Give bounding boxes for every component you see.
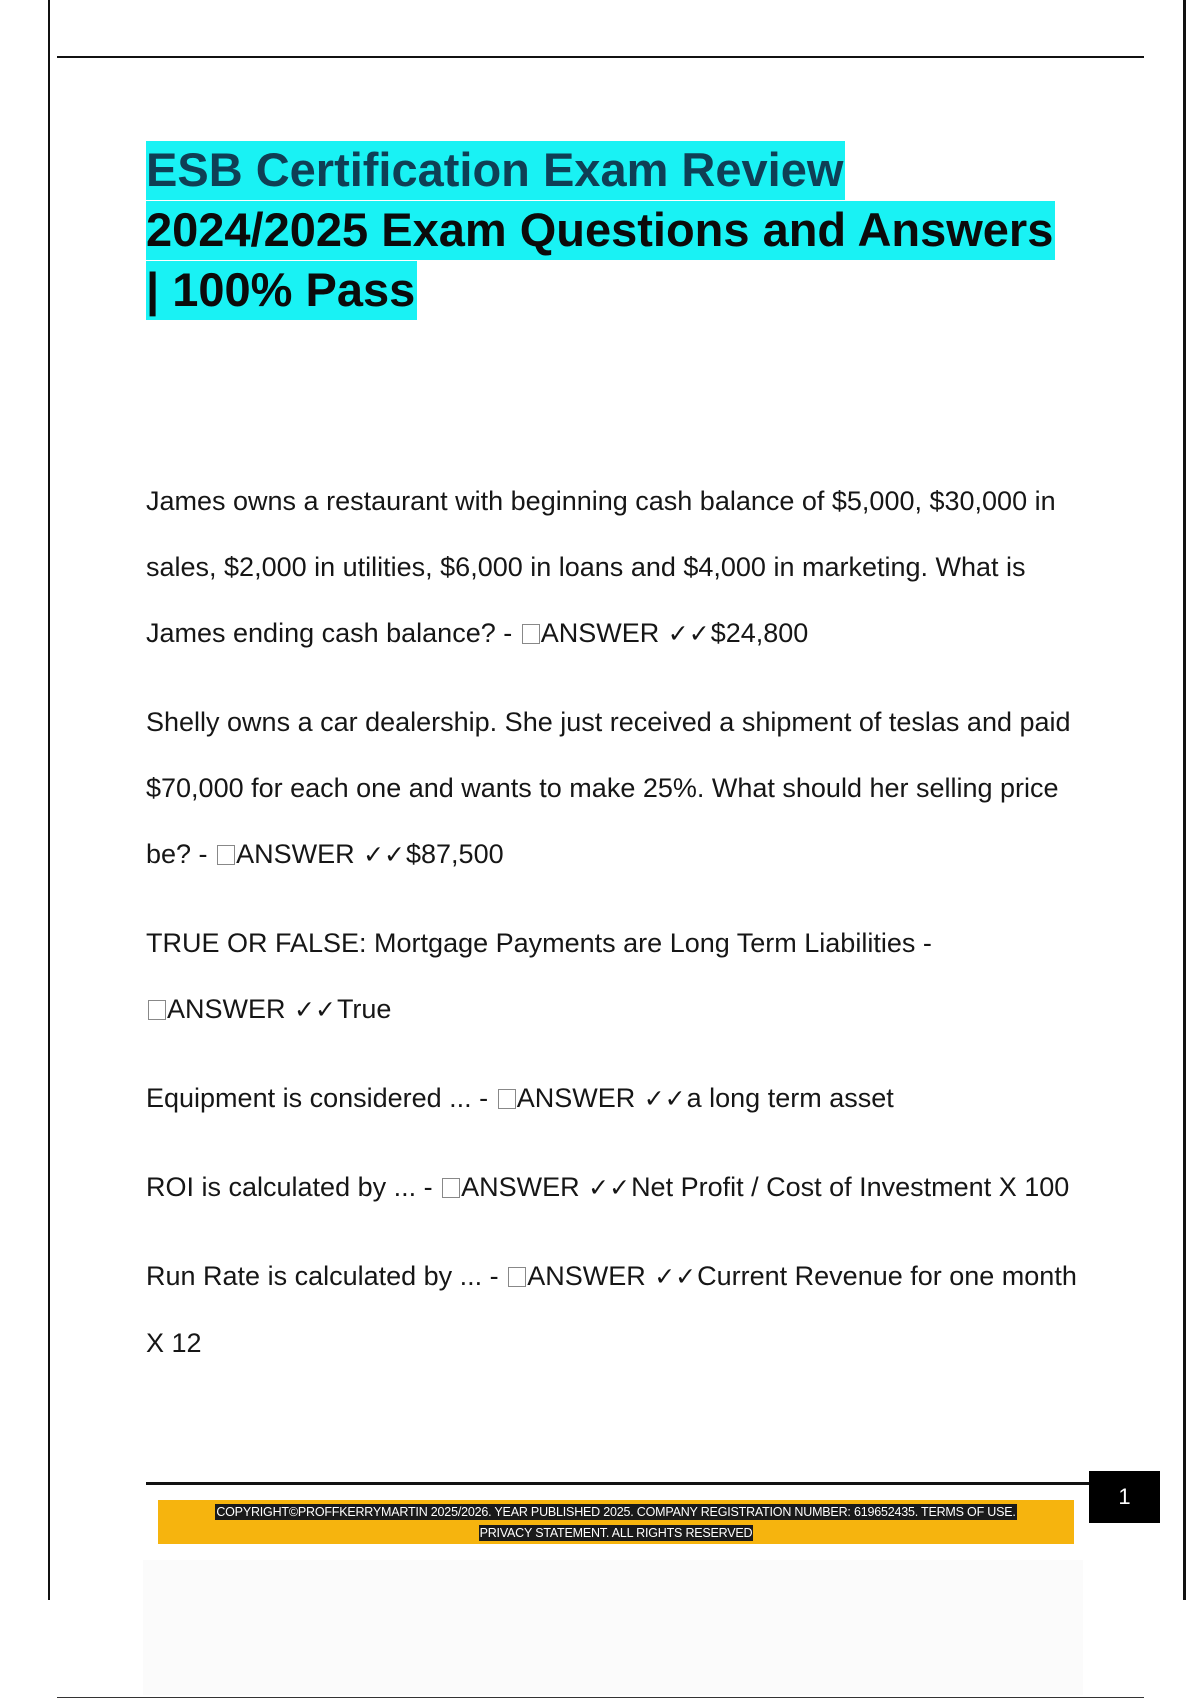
- answer-label: ANSWER: [527, 1261, 646, 1291]
- qa-item: [146, 1065, 1096, 1132]
- answer-text: $24,800: [710, 618, 809, 648]
- answer-box-icon: [498, 1089, 516, 1109]
- answer-label: ANSWER: [236, 839, 355, 869]
- copyright-line-1: COPYRIGHT©PROFFKERRYMARTIN 2025/2026. YEAR PUBLISHED 2025. COMPANY REGISTRATION NUMBER: 619652435. TERMS OF USE.: [216, 1505, 1016, 1519]
- answer-label: ANSWER: [540, 618, 660, 648]
- qa-item: [146, 468, 1096, 667]
- qa-item: [146, 689, 1096, 888]
- question-text: TRUE OR FALSE: Mortgage Payments are Long Term Liabilities -: [146, 928, 932, 958]
- question-text: Equipment is considered ... -: [146, 1083, 489, 1113]
- question-text: ROI is calculated by ... -: [146, 1172, 433, 1202]
- answer-label: ANSWER: [167, 994, 286, 1024]
- document-title: [146, 140, 1096, 320]
- answer-box-icon: [148, 1000, 166, 1020]
- question-text: Run Rate is calculated by ... -: [146, 1261, 499, 1291]
- answer-box-icon: [508, 1267, 526, 1287]
- double-check-icon: ✓✓: [294, 995, 336, 1024]
- answer-box-icon: [217, 845, 235, 865]
- answer-label: ANSWER: [461, 1172, 580, 1202]
- double-check-icon: ✓✓: [643, 1084, 686, 1113]
- answer-text: Net Profit / Cost of Investment X 100: [631, 1172, 1070, 1202]
- double-check-icon: ✓✓: [654, 1262, 697, 1291]
- answer-text: True: [336, 994, 392, 1024]
- title-line-1: ESB Certification Exam Review: [146, 141, 845, 200]
- qa-item: [146, 1243, 1096, 1376]
- qa-item: [146, 1154, 1096, 1221]
- page-bottom-area: [143, 1560, 1083, 1695]
- answer-box-icon: [442, 1178, 460, 1198]
- double-check-icon: ✓✓: [667, 619, 710, 648]
- title-line-2: 2024/2025 Exam Questions and Answers: [146, 201, 1055, 260]
- answer-text: Current Revenue for one month X 12: [146, 1261, 1077, 1358]
- title-line-3: | 100% Pass: [146, 261, 417, 320]
- header-rule: [57, 56, 1144, 58]
- page-number: 1: [1089, 1471, 1160, 1523]
- copyright-notice: [168, 1502, 1064, 1544]
- page-border-left: [48, 0, 50, 1600]
- question-text: James owns a restaurant with beginning cash balance of $5,000, $30,000 in sales, $2,000 in utilities, $6,000 in loans and $4,000 in marketing. What is James ending cash balance? -: [146, 486, 1056, 648]
- page-border-right: [1183, 0, 1186, 1600]
- answer-label: ANSWER: [516, 1083, 636, 1113]
- question-text: Shelly owns a car dealership. She just received a shipment of teslas and paid $70,000 for each one and wants to make 25%. What should her selling price be? -: [146, 707, 1071, 869]
- answer-box-icon: [522, 624, 540, 644]
- answer-text: $87,500: [406, 839, 504, 869]
- qa-item: [146, 910, 1096, 1043]
- qa-list: [146, 468, 1096, 1398]
- double-check-icon: ✓✓: [588, 1173, 631, 1202]
- footer-rule: [146, 1482, 1090, 1485]
- copyright-line-2: PRIVACY STATEMENT. ALL RIGHTS RESERVED: [479, 1526, 753, 1540]
- double-check-icon: ✓✓: [363, 840, 405, 869]
- next-page-rule: [57, 1697, 1144, 1698]
- answer-text: a long term asset: [686, 1083, 894, 1113]
